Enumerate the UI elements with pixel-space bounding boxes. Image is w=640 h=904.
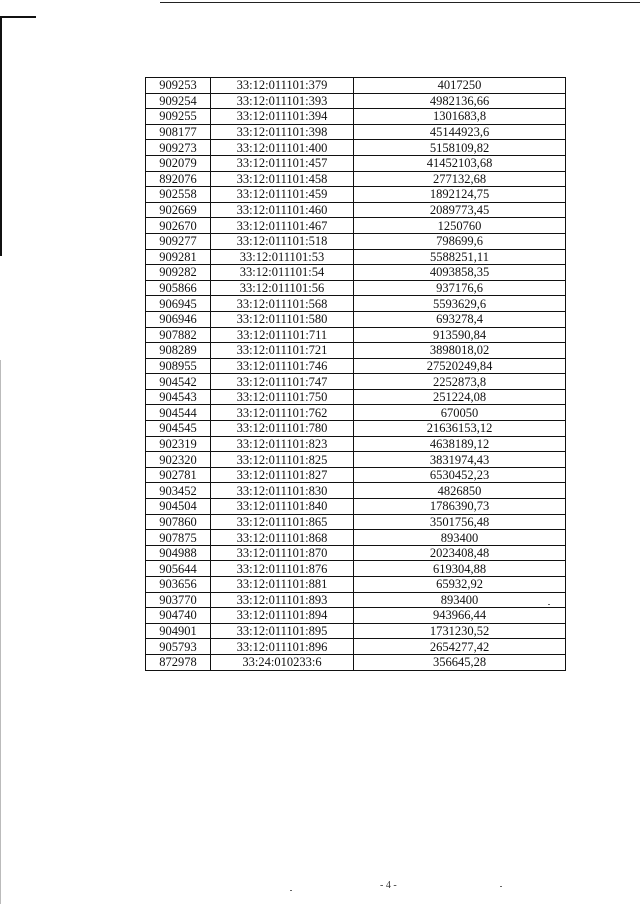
table-row (146, 358, 566, 374)
table-row (146, 639, 566, 655)
table-cell-cadastral-number: 33:12:011101:894 (211, 608, 354, 624)
table-row (146, 296, 566, 312)
table-cell-cadastral-number: 33:12:011101:580 (211, 311, 354, 327)
table-row (146, 155, 566, 171)
table-cell-value: 277132,68 (354, 171, 566, 187)
table-cell-id: 903452 (146, 483, 211, 499)
table-row (146, 78, 566, 94)
table-cell-value: 3501756,48 (354, 514, 566, 530)
table-cell-value: 1786390,73 (354, 499, 566, 515)
table-cell-id: 907875 (146, 530, 211, 546)
table-cell-id: 909277 (146, 233, 211, 249)
table-cell-id: 906946 (146, 311, 211, 327)
table-row (146, 187, 566, 203)
table-cell-id: 903770 (146, 592, 211, 608)
table-cell-value: 3831974,43 (354, 452, 566, 468)
table-cell-id: 908955 (146, 358, 211, 374)
table-cell-cadastral-number: 33:12:011101:876 (211, 561, 354, 577)
table-cell-cadastral-number: 33:12:011101:881 (211, 577, 354, 593)
table-cell-cadastral-number: 33:12:011101:870 (211, 545, 354, 561)
table-row (146, 452, 566, 468)
table-cell-cadastral-number: 33:12:011101:823 (211, 436, 354, 452)
table-cell-value: 2252873,8 (354, 374, 566, 390)
table-cell-value: 893400 (354, 530, 566, 546)
table-row (146, 171, 566, 187)
table-cell-cadastral-number: 33:12:011101:458 (211, 171, 354, 187)
table-cell-id: 909253 (146, 78, 211, 94)
table-cell-id: 909254 (146, 93, 211, 109)
table-cell-id: 904740 (146, 608, 211, 624)
table-row (146, 545, 566, 561)
table-row (146, 577, 566, 593)
table-cell-id: 908177 (146, 124, 211, 140)
table-cell-id: 903656 (146, 577, 211, 593)
table-row (146, 467, 566, 483)
table-row (146, 343, 566, 359)
table-cell-cadastral-number: 33:12:011101:893 (211, 592, 354, 608)
table-cell-value: 913590,84 (354, 327, 566, 343)
table-cell-id: 907882 (146, 327, 211, 343)
table-cell-value: 356645,28 (354, 654, 566, 670)
table-row (146, 311, 566, 327)
table-cell-value: 1892124,75 (354, 187, 566, 203)
table-cell-value: 943966,44 (354, 608, 566, 624)
table-row (146, 218, 566, 234)
scan-border-top (160, 2, 640, 3)
table-cell-cadastral-number: 33:12:011101:750 (211, 389, 354, 405)
table-cell-value: 2089773,45 (354, 202, 566, 218)
table-cell-cadastral-number: 33:12:011101:457 (211, 155, 354, 171)
table-cell-value: 45144923,6 (354, 124, 566, 140)
table-cell-value: 4982136,66 (354, 93, 566, 109)
scan-speck (548, 604, 550, 605)
table-cell-id: 892076 (146, 171, 211, 187)
table-cell-value: 619304,88 (354, 561, 566, 577)
table-cell-value: 670050 (354, 405, 566, 421)
table-row (146, 249, 566, 265)
table-row (146, 389, 566, 405)
table-cell-cadastral-number: 33:12:011101:780 (211, 421, 354, 437)
table-cell-id: 908289 (146, 343, 211, 359)
table-cell-value: 4826850 (354, 483, 566, 499)
table-cell-cadastral-number: 33:12:011101:747 (211, 374, 354, 390)
table-cell-value: 693278,4 (354, 311, 566, 327)
scan-corner-vertical (0, 16, 2, 256)
table-row (146, 623, 566, 639)
scan-corner-horizontal (0, 16, 36, 18)
table-cell-cadastral-number: 33:12:011101:460 (211, 202, 354, 218)
table-cell-cadastral-number: 33:12:011101:711 (211, 327, 354, 343)
table-cell-cadastral-number: 33:12:011101:568 (211, 296, 354, 312)
table-row (146, 280, 566, 296)
table-cell-id: 902670 (146, 218, 211, 234)
table-row (146, 421, 566, 437)
table-cell-id: 904544 (146, 405, 211, 421)
table-cell-id: 905793 (146, 639, 211, 655)
table-row (146, 124, 566, 140)
table-cell-cadastral-number: 33:12:011101:825 (211, 452, 354, 468)
table-cell-value: 2023408,48 (354, 545, 566, 561)
table-cell-id: 902781 (146, 467, 211, 483)
cadastral-value-table (145, 77, 566, 671)
table-cell-id: 909281 (146, 249, 211, 265)
table-body (146, 78, 566, 671)
table-cell-value: 41452103,68 (354, 155, 566, 171)
scan-left-edge (0, 360, 1, 904)
table-cell-id: 909255 (146, 109, 211, 125)
table-row (146, 530, 566, 546)
table-cell-id: 904545 (146, 421, 211, 437)
table-cell-cadastral-number: 33:12:011101:518 (211, 233, 354, 249)
table-cell-value: 5588251,11 (354, 249, 566, 265)
table-cell-id: 904543 (146, 389, 211, 405)
table-row (146, 592, 566, 608)
table-cell-id: 902320 (146, 452, 211, 468)
table-cell-id: 909282 (146, 265, 211, 281)
table-row (146, 499, 566, 515)
table-cell-value: 4638189,12 (354, 436, 566, 452)
table-cell-value: 5593629,6 (354, 296, 566, 312)
table-row (146, 93, 566, 109)
table-cell-value: 1250760 (354, 218, 566, 234)
table-cell-cadastral-number: 33:12:011101:379 (211, 78, 354, 94)
table-row (146, 140, 566, 156)
table-cell-id: 872978 (146, 654, 211, 670)
table-cell-id: 909273 (146, 140, 211, 156)
page-number: - 4 - (380, 880, 397, 891)
table-cell-value: 5158109,82 (354, 140, 566, 156)
table-row (146, 654, 566, 670)
table-row (146, 374, 566, 390)
table-cell-value: 798699,6 (354, 233, 566, 249)
table-cell-cadastral-number: 33:12:011101:394 (211, 109, 354, 125)
table-cell-cadastral-number: 33:12:011101:400 (211, 140, 354, 156)
table-row (146, 514, 566, 530)
table-row (146, 109, 566, 125)
table-cell-id: 907860 (146, 514, 211, 530)
table-row (146, 405, 566, 421)
table-cell-cadastral-number: 33:12:011101:868 (211, 530, 354, 546)
table-cell-cadastral-number: 33:12:011101:896 (211, 639, 354, 655)
table-cell-value: 4093858,35 (354, 265, 566, 281)
scan-speck (500, 886, 502, 887)
table-cell-cadastral-number: 33:12:011101:467 (211, 218, 354, 234)
table-row (146, 561, 566, 577)
table-cell-value: 1731230,52 (354, 623, 566, 639)
table-cell-value: 4017250 (354, 78, 566, 94)
table-row (146, 327, 566, 343)
table-cell-cadastral-number: 33:24:010233:6 (211, 654, 354, 670)
table-cell-cadastral-number: 33:12:011101:746 (211, 358, 354, 374)
table-cell-id: 906945 (146, 296, 211, 312)
table-row (146, 608, 566, 624)
table-cell-value: 3898018,02 (354, 343, 566, 359)
table-row (146, 233, 566, 249)
table-cell-id: 902319 (146, 436, 211, 452)
table-cell-cadastral-number: 33:12:011101:830 (211, 483, 354, 499)
table-cell-cadastral-number: 33:12:011101:53 (211, 249, 354, 265)
table-cell-id: 905866 (146, 280, 211, 296)
table-cell-value: 937176,6 (354, 280, 566, 296)
table-cell-cadastral-number: 33:12:011101:762 (211, 405, 354, 421)
table-cell-id: 902669 (146, 202, 211, 218)
table-cell-cadastral-number: 33:12:011101:721 (211, 343, 354, 359)
table-cell-cadastral-number: 33:12:011101:398 (211, 124, 354, 140)
table-cell-id: 905644 (146, 561, 211, 577)
table-cell-id: 904901 (146, 623, 211, 639)
table-cell-id: 902558 (146, 187, 211, 203)
table-cell-cadastral-number: 33:12:011101:393 (211, 93, 354, 109)
table-cell-value: 21636153,12 (354, 421, 566, 437)
table-row (146, 265, 566, 281)
table-cell-cadastral-number: 33:12:011101:895 (211, 623, 354, 639)
table-row (146, 483, 566, 499)
scan-speck (290, 890, 292, 891)
table-row (146, 202, 566, 218)
table-cell-value: 27520249,84 (354, 358, 566, 374)
table-row (146, 436, 566, 452)
table-cell-value: 251224,08 (354, 389, 566, 405)
table-cell-cadastral-number: 33:12:011101:865 (211, 514, 354, 530)
table-cell-value: 2654277,42 (354, 639, 566, 655)
table-cell-value: 1301683,8 (354, 109, 566, 125)
table-cell-id: 904504 (146, 499, 211, 515)
table-cell-id: 904988 (146, 545, 211, 561)
table-cell-cadastral-number: 33:12:011101:827 (211, 467, 354, 483)
table-cell-id: 904542 (146, 374, 211, 390)
table-cell-id: 902079 (146, 155, 211, 171)
table-cell-cadastral-number: 33:12:011101:459 (211, 187, 354, 203)
table-cell-value: 65932,92 (354, 577, 566, 593)
table-cell-cadastral-number: 33:12:011101:56 (211, 280, 354, 296)
table-cell-value: 6530452,23 (354, 467, 566, 483)
table-cell-cadastral-number: 33:12:011101:840 (211, 499, 354, 515)
table-cell-value: 893400 (354, 592, 566, 608)
table-cell-cadastral-number: 33:12:011101:54 (211, 265, 354, 281)
